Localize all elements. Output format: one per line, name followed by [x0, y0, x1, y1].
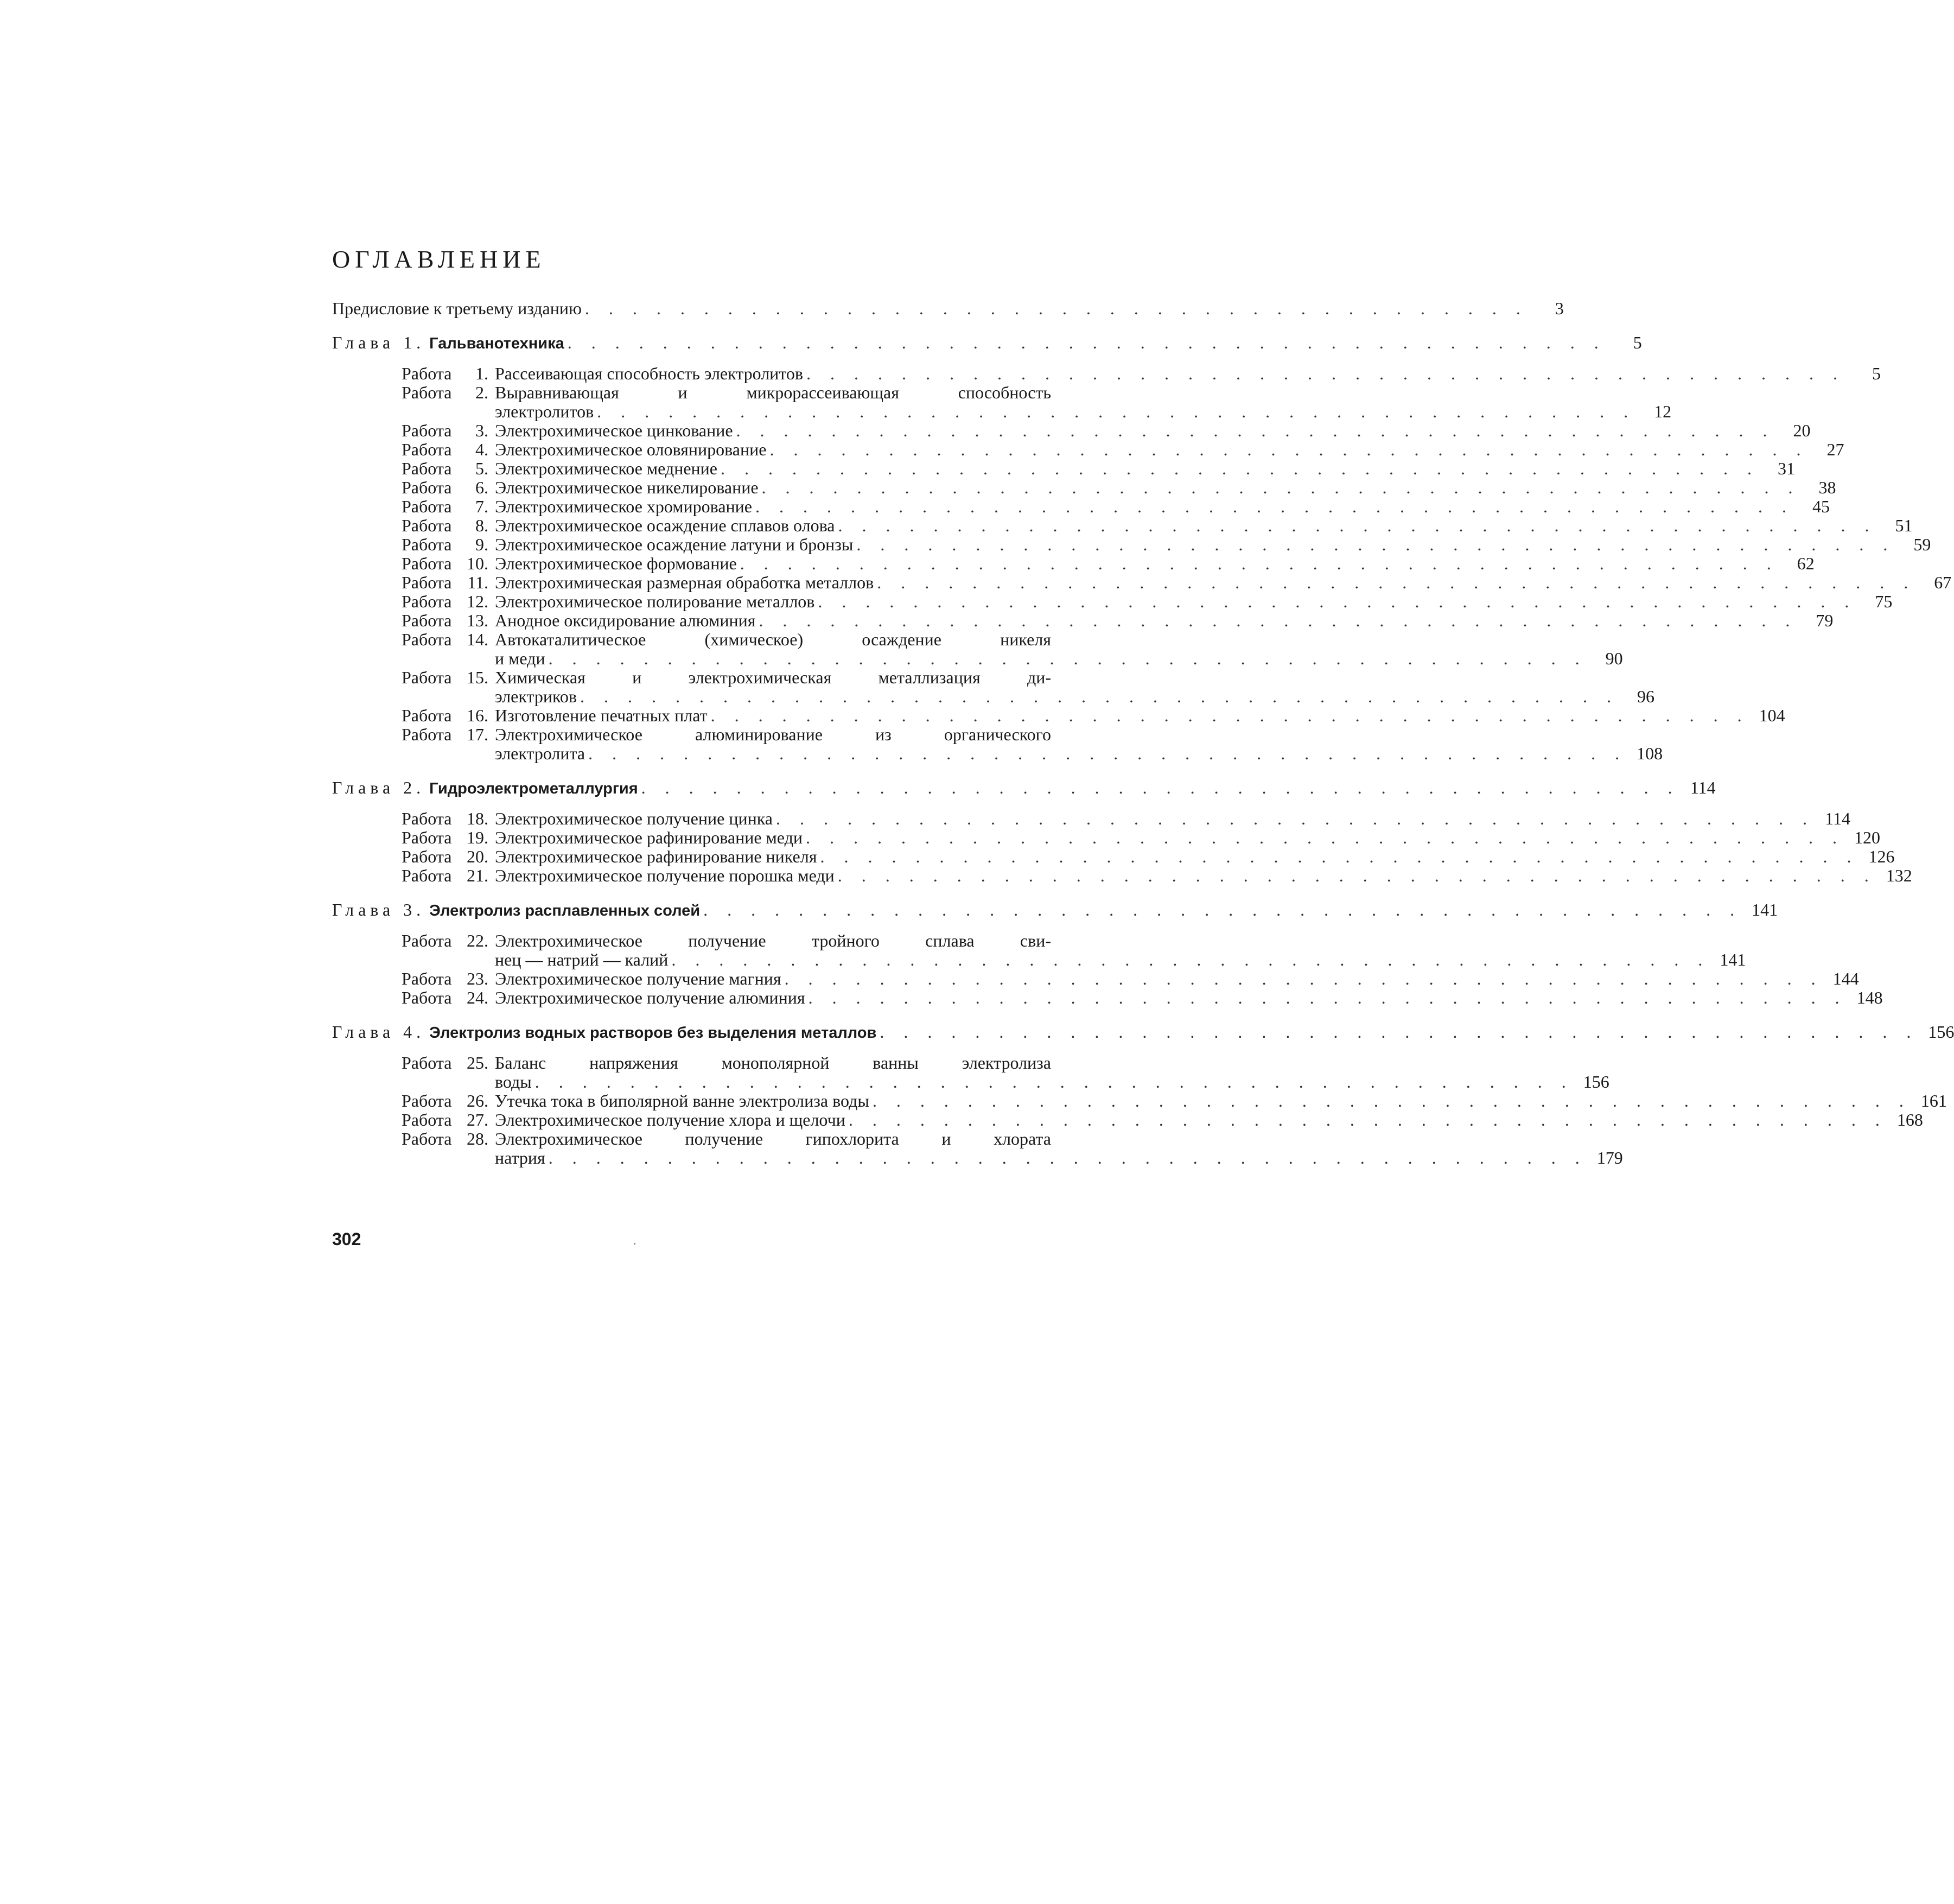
work-title-line: Изготовление печатных плат: [495, 706, 708, 725]
spacer: [425, 333, 429, 352]
work-page: 79: [1816, 611, 1834, 630]
work-word: Работа: [402, 1110, 452, 1129]
leader-dots: . . . . . . . . . . . . . . . . . . . . . . . . . . . . . . . . . . . . . . . . . . . .: [740, 554, 1779, 573]
work-title-line: нец — натрий — калий: [495, 950, 669, 969]
work-title-line: Электрохимическое получение хлора и щелочи: [495, 1110, 845, 1129]
leader-dots: . . . . . . . . . . . . . . . . . . . . . . . . . . . . . . . . . . . . . . . . . . . .: [880, 1022, 1919, 1042]
work-page: 67: [1934, 573, 1952, 592]
chapter-page: 156: [1928, 1022, 1954, 1042]
work-title: [495, 866, 1912, 885]
work-page: 114: [1825, 809, 1850, 828]
work-number: 12.: [467, 592, 488, 611]
work-title-line: Рассеивающая способность электролитов: [495, 364, 803, 383]
leader-dots: . . . . . . . . . . . . . . . . . . . . . . . . . . . . . . . . . . . . . . . . . . . .: [548, 649, 1587, 668]
work-title: [495, 1053, 1609, 1091]
toc-work-entry[interactable]: [402, 828, 1880, 847]
work-number: 8.: [475, 516, 488, 535]
leader-dots: . . . . . . . . . . . . . . . . . . . . . . . . . . . . . . . . . . . . . . . . . . . .: [567, 333, 1606, 352]
toc-chapter-3[interactable]: [332, 900, 1778, 921]
work-label: [402, 630, 495, 649]
work-number: 11.: [467, 573, 488, 592]
work-number: 7.: [475, 497, 488, 516]
work-page: 5: [1872, 364, 1881, 383]
leader-dots: . . . . . . . . . . . . . . . . . . . . . . . . . . . . . . . . . . . . . . . . . . . .: [877, 573, 1916, 592]
work-label: [402, 1110, 495, 1129]
work-number: 24.: [467, 988, 488, 1007]
work-label: [402, 1129, 495, 1148]
leader-dots: . . . . . . . . . . . . . . . . . . . . . . . . . . . . . . . . . . . . . . . . . . . .: [808, 988, 1847, 1007]
preface-page: 3: [1555, 299, 1564, 318]
work-title-line: Электрохимическое осаждение сплавов олова: [495, 516, 835, 535]
leader-dots: . . . . . . . . . . . . . . . . . . . . . . . . . . . . . . . . . . . . . . . . . . . .: [534, 1072, 1574, 1091]
work-page: 104: [1759, 706, 1785, 725]
work-title-line: Электрохимическое получение цинка: [495, 809, 773, 828]
toc-work-entry[interactable]: [402, 440, 1844, 459]
work-number: 21.: [467, 866, 488, 885]
work-title: [495, 592, 1893, 611]
work-number: 9.: [475, 535, 488, 554]
leader-dots: . . . . . . . . . . . . . . . . . . . . . . . . . . . . . . . . . . . . . . . . . . . .: [775, 809, 1815, 828]
work-word: Работа: [402, 592, 452, 611]
work-label: [402, 497, 495, 516]
toc-work-entry[interactable]: [402, 1129, 1623, 1167]
work-number: 5.: [475, 459, 488, 478]
chapter-title: Гидроэлектрометаллургия: [429, 780, 638, 797]
work-word: Работа: [402, 1053, 452, 1072]
toc-work-entry[interactable]: [402, 931, 1746, 969]
toc-work-entry[interactable]: [402, 554, 1815, 573]
work-word: Работа: [402, 969, 452, 988]
work-title-line: электролитов: [495, 402, 594, 421]
leader-dots: . . . . . . . . . . . . . . . . . . . . . . . . . . . . . . . . . . . . . . . . . . . .: [805, 828, 1844, 847]
chapter-page: 5: [1633, 333, 1642, 352]
work-title-line: воды: [495, 1072, 532, 1091]
work-label: [402, 364, 495, 383]
work-title: [495, 847, 1895, 866]
chapter-label: Глава 2.: [332, 778, 425, 797]
work-page: 27: [1826, 440, 1844, 459]
work-title-line: Электрохимическое меднение: [495, 459, 717, 478]
scan-speck: [634, 1243, 635, 1245]
toc-work-entry[interactable]: [402, 421, 1811, 440]
work-page: 75: [1875, 592, 1893, 611]
work-title-line: Электрохимическое осаждение латуни и бронзы: [495, 535, 854, 554]
work-number: 10.: [467, 554, 488, 573]
chapter-page: 141: [1752, 900, 1778, 919]
work-page: 62: [1797, 554, 1815, 573]
work-title-line: Электрохимическое цинкование: [495, 421, 733, 440]
work-number: 2.: [475, 383, 488, 402]
work-number: 28.: [467, 1129, 488, 1148]
work-page: 141: [1720, 950, 1746, 969]
toc-work-entry[interactable]: [402, 866, 1912, 885]
work-page: 12: [1654, 402, 1672, 421]
work-title: [495, 497, 1830, 516]
work-title-line: Электрохимическое рафинирование меди: [495, 828, 803, 847]
leader-dots: . . . . . . . . . . . . . . . . . . . . . . . . . . . . . . . . . . . . . . . . . . . .: [818, 592, 1857, 611]
work-title-line: электриков: [495, 687, 577, 706]
leader-dots: . . . . . . . . . . . . . . . . . . . . . . . . . . . . . . . . . . . . . . . . . . . .: [580, 687, 1619, 706]
page-title: ОГЛАВЛЕНИЕ: [332, 245, 546, 273]
work-label: [402, 478, 495, 497]
work-label: [402, 535, 495, 554]
toc-work-entry[interactable]: [402, 592, 1893, 611]
work-list: [402, 364, 1952, 763]
work-word: Работа: [402, 1129, 452, 1148]
work-title: [495, 969, 1859, 988]
work-title: [495, 1091, 1947, 1110]
work-title-line: натрия: [495, 1148, 545, 1167]
work-number: 23.: [467, 969, 488, 988]
work-number: 19.: [467, 828, 488, 847]
toc-chapter-1[interactable]: [332, 333, 1642, 353]
leader-dots: . . . . . . . . . . . . . . . . . . . . . . . . . . . . . . . . . . . . . . . . . . . .: [856, 535, 1895, 554]
work-title-line: Электрохимическое хромирование: [495, 497, 752, 516]
work-title-line: и меди: [495, 649, 545, 668]
toc-work-entry[interactable]: [402, 668, 1654, 706]
work-title: [495, 421, 1811, 440]
leader-dots: . . . . . . . . . . . . . . . . . . . . . . . . . . . . . . . . . . . . . . . . . . . .: [703, 900, 1742, 919]
leader-dots: . . . . . . . . . . . . . . . . . . . . . . . . . . . . . . . . . . . . . . . . . . . .: [710, 706, 1749, 725]
leader-dots: . . . . . . . . . . . . . . . . . . . . . . . . . . . . . . . . . . . . . . . . . . . .: [872, 1091, 1911, 1110]
leader-dots: . . . . . . . . . . . . . . . . . . . . . . . . . . . . . . . . . . . . . . . . . . . .: [736, 421, 1775, 440]
work-title: [495, 573, 1952, 592]
work-word: Работа: [402, 497, 452, 516]
work-title-line: Электрохимическое получение гипохлорита и хлората: [495, 1129, 1051, 1148]
work-number: 27.: [467, 1110, 488, 1129]
work-title-line: Электрохимическое алюминирование из органического: [495, 725, 1051, 744]
leader-dots: . . . . . . . . . . . . . . . . . . . . . . . . . . . . . . . . . . . . . . . . . . . .: [548, 1148, 1587, 1167]
work-page: 120: [1854, 828, 1880, 847]
toc-work-entry[interactable]: [402, 706, 1785, 725]
work-page: 59: [1913, 535, 1931, 554]
work-title: [495, 668, 1654, 706]
leader-dots: . . . . . . . . . . . . . . . . . . . . . . . . . . . . . . . . . . . . . . . . . . . .: [761, 478, 1800, 497]
spacer: [425, 900, 429, 919]
toc-work-entry[interactable]: [402, 516, 1913, 535]
work-title: [495, 1110, 1923, 1129]
leader-dots: . . . . . . . . . . . . . . . . . . . . . . . . . . . . . . . . . . . . . . . . . . . .: [806, 364, 1845, 383]
work-word: Работа: [402, 611, 452, 630]
work-label: [402, 459, 495, 478]
work-word: Работа: [402, 725, 452, 744]
toc-work-entry[interactable]: [402, 1053, 1609, 1091]
leader-dots: . . . . . . . . . . . . . . . . . . . . . . . . . . . . . . . . . . . . . . . . . . . .: [588, 744, 1627, 763]
chapter-list: [332, 333, 1954, 1167]
work-page: 31: [1777, 459, 1795, 478]
work-title: [495, 459, 1795, 478]
leader-dots: . . . . . . . . . . . . . . . . . . . . . . . . . . . . . . . . . . . . . . . . . . . .: [671, 950, 1710, 969]
work-title: [495, 706, 1785, 725]
work-title: [495, 988, 1883, 1007]
work-page: 20: [1793, 421, 1811, 440]
toc-chapter-2[interactable]: [332, 778, 1716, 798]
work-word: Работа: [402, 573, 452, 592]
toc-work-entry[interactable]: [402, 988, 1883, 1007]
work-title-line: Электрохимическое получение порошка меди: [495, 866, 835, 885]
work-title-line: Химическая и электрохимическая металлизация ди-: [495, 668, 1051, 687]
preface-title: Предисловие к третьему изданию: [332, 299, 582, 318]
work-word: Работа: [402, 516, 452, 535]
work-title-line: Электрохимическое оловянирование: [495, 440, 767, 459]
leader-dots: . . . . . . . . . . . . . . . . . . . . . . . . . . . . . . . . . . . . . . . .: [584, 299, 1528, 318]
work-number: 13.: [467, 611, 488, 630]
chapter-title: Гальванотехника: [429, 335, 564, 352]
work-word: Работа: [402, 630, 452, 649]
work-title-line: Утечка тока в биполярной ванне электролиза воды: [495, 1091, 869, 1110]
work-word: Работа: [402, 706, 452, 725]
work-page: 51: [1895, 516, 1913, 535]
page-number: 302: [332, 1229, 361, 1249]
toc-work-entry[interactable]: [402, 573, 1952, 592]
work-title-line: Электрохимическое полирование металлов: [495, 592, 815, 611]
work-word: Работа: [402, 828, 452, 847]
work-word: Работа: [402, 847, 452, 866]
toc-work-entry[interactable]: [402, 630, 1623, 668]
work-list: [402, 809, 1912, 885]
work-number: 16.: [467, 706, 488, 725]
work-label: [402, 725, 495, 744]
work-title: [495, 611, 1834, 630]
work-page: 161: [1920, 1091, 1947, 1110]
spacer: [425, 1023, 429, 1042]
toc-work-entry[interactable]: [402, 497, 1830, 516]
work-number: 3.: [475, 421, 488, 440]
work-number: 4.: [475, 440, 488, 459]
work-number: 20.: [467, 847, 488, 866]
work-page: 144: [1832, 969, 1859, 988]
leader-dots: . . . . . . . . . . . . . . . . . . . . . . . . . . . . . . . . . . . . . . . . . . . .: [837, 866, 1876, 885]
work-label: [402, 1091, 495, 1110]
leader-dots: . . . . . . . . . . . . . . . . . . . . . . . . . . . . . . . . . . . . . . . . . . . .: [769, 440, 1809, 459]
work-title: [495, 364, 1881, 383]
toc-work-entry[interactable]: [402, 809, 1850, 828]
work-label: [402, 592, 495, 611]
work-title-line: Электрохимическое получение тройного сплава сви-: [495, 931, 1051, 950]
chapter-title: Электролиз водных растворов без выделения металлов: [429, 1024, 877, 1042]
work-word: Работа: [402, 364, 452, 383]
work-title-line: Выравнивающая и микрорассеивающая способность: [495, 383, 1051, 402]
work-number: 25.: [467, 1053, 488, 1072]
leader-dots: . . . . . . . . . . . . . . . . . . . . . . . . . . . . . . . . . . . . . . . . . . . .: [838, 516, 1877, 535]
toc-work-entry[interactable]: [402, 611, 1834, 630]
work-label: [402, 421, 495, 440]
toc-work-entry[interactable]: [402, 478, 1836, 497]
work-title: [495, 1129, 1623, 1167]
work-page: 108: [1637, 744, 1663, 763]
work-label: [402, 516, 495, 535]
leader-dots: . . . . . . . . . . . . . . . . . . . . . . . . . . . . . . . . . . . . . . . . . . . .: [755, 497, 1794, 516]
work-title: [495, 383, 1672, 421]
work-title: [495, 478, 1836, 497]
leader-dots: . . . . . . . . . . . . . . . . . . . . . . . . . . . . . . . . . . . . . . . . . . . .: [641, 778, 1680, 797]
work-title-line: электролита: [495, 744, 585, 763]
toc-preface[interactable]: [332, 299, 1564, 318]
work-title-line: Электрохимическое формование: [495, 554, 737, 573]
work-label: [402, 440, 495, 459]
work-title-line: Электрохимическое никелирование: [495, 478, 759, 497]
work-title: [495, 440, 1844, 459]
chapter-label: Глава 3.: [332, 900, 425, 919]
work-label: [402, 611, 495, 630]
work-label: [402, 1053, 495, 1072]
work-word: Работа: [402, 931, 452, 950]
toc-work-entry[interactable]: [402, 364, 1881, 383]
work-page: 168: [1896, 1110, 1923, 1129]
chapter-page: 114: [1690, 778, 1716, 797]
table-of-contents: [332, 245, 1954, 1249]
work-word: Работа: [402, 459, 452, 478]
work-title: [495, 554, 1815, 573]
work-page: 156: [1583, 1072, 1609, 1091]
work-word: Работа: [402, 440, 452, 459]
work-number: 18.: [467, 809, 488, 828]
work-word: Работа: [402, 421, 452, 440]
work-list: [402, 931, 1883, 1007]
work-number: 1.: [475, 364, 488, 383]
work-title-line: Электрохимическое получение алюминия: [495, 988, 805, 1007]
chapter-label: Глава 1.: [332, 333, 425, 352]
toc-work-entry[interactable]: [402, 969, 1859, 988]
work-label: [402, 988, 495, 1007]
work-label: [402, 706, 495, 725]
work-page: 132: [1886, 866, 1912, 885]
work-label: [402, 668, 495, 687]
work-label: [402, 554, 495, 573]
leader-dots: . . . . . . . . . . . . . . . . . . . . . . . . . . . . . . . . . . . . . . . . . . . .: [720, 459, 1759, 478]
toc-work-entry[interactable]: [402, 535, 1931, 554]
toc-work-entry[interactable]: [402, 1091, 1947, 1110]
work-label: [402, 828, 495, 847]
work-list: [402, 1053, 1947, 1167]
work-label: [402, 809, 495, 828]
work-number: 17.: [467, 725, 488, 744]
toc-work-entry[interactable]: [402, 725, 1663, 763]
work-word: Работа: [402, 809, 452, 828]
leader-dots: . . . . . . . . . . . . . . . . . . . . . . . . . . . . . . . . . . . . . . . . . . . .: [848, 1110, 1887, 1129]
leader-dots: . . . . . . . . . . . . . . . . . . . . . . . . . . . . . . . . . . . . . . . . . . . .: [820, 847, 1859, 866]
work-label: [402, 847, 495, 866]
work-title: [495, 809, 1850, 828]
work-title: [495, 535, 1931, 554]
work-word: Работа: [402, 554, 452, 573]
work-word: Работа: [402, 1091, 452, 1110]
work-title-line: Электрохимическая размерная обработка металлов: [495, 573, 874, 592]
work-word: Работа: [402, 866, 452, 885]
toc-work-entry[interactable]: [402, 847, 1895, 866]
work-number: 15.: [467, 668, 488, 687]
toc-work-entry[interactable]: [402, 1110, 1923, 1129]
work-label: [402, 969, 495, 988]
leader-dots: . . . . . . . . . . . . . . . . . . . . . . . . . . . . . . . . . . . . . . . . . . . .: [597, 402, 1636, 421]
work-label: [402, 383, 495, 402]
work-word: Работа: [402, 383, 452, 402]
work-label: [402, 931, 495, 950]
toc-work-entry[interactable]: [402, 383, 1672, 421]
work-label: [402, 866, 495, 885]
work-title: [495, 931, 1746, 969]
work-word: Работа: [402, 478, 452, 497]
work-title: [495, 725, 1663, 763]
work-number: 22.: [467, 931, 488, 950]
work-title: [495, 828, 1880, 847]
work-title-line: Автокаталитическое (химическое) осаждение никеля: [495, 630, 1051, 649]
work-page: 148: [1856, 988, 1883, 1007]
work-title-line: Баланс напряжения монополярной ванны электролиза: [495, 1053, 1051, 1072]
work-word: Работа: [402, 988, 452, 1007]
work-title-line: Электрохимическое получение магния: [495, 969, 781, 988]
work-number: 6.: [475, 478, 488, 497]
chapter-label: Глава 4.: [332, 1022, 425, 1042]
work-word: Работа: [402, 535, 452, 554]
work-page: 96: [1637, 687, 1654, 706]
work-label: [402, 573, 495, 592]
leader-dots: . . . . . . . . . . . . . . . . . . . . . . . . . . . . . . . . . . . . . . . . . . . .: [759, 611, 1798, 630]
work-page: 45: [1812, 497, 1830, 516]
work-page: 38: [1818, 478, 1836, 497]
work-page: 179: [1596, 1148, 1623, 1167]
toc-work-entry[interactable]: [402, 459, 1795, 478]
work-number: 14.: [467, 630, 488, 649]
work-title: [495, 630, 1623, 668]
chapter-title: Электролиз расплавленных солей: [429, 902, 701, 919]
leader-dots: . . . . . . . . . . . . . . . . . . . . . . . . . . . . . . . . . . . . . . . . . . . .: [784, 969, 1823, 988]
work-number: 26.: [467, 1091, 488, 1110]
work-word: Работа: [402, 668, 452, 687]
work-title-line: Электрохимическое рафинирование никеля: [495, 847, 817, 866]
work-page: 126: [1868, 847, 1895, 866]
work-title-line: Анодное оксидирование алюминия: [495, 611, 756, 630]
work-page: 90: [1605, 649, 1623, 668]
toc-chapter-4[interactable]: [332, 1022, 1954, 1043]
work-title: [495, 516, 1913, 535]
spacer: [425, 778, 429, 797]
